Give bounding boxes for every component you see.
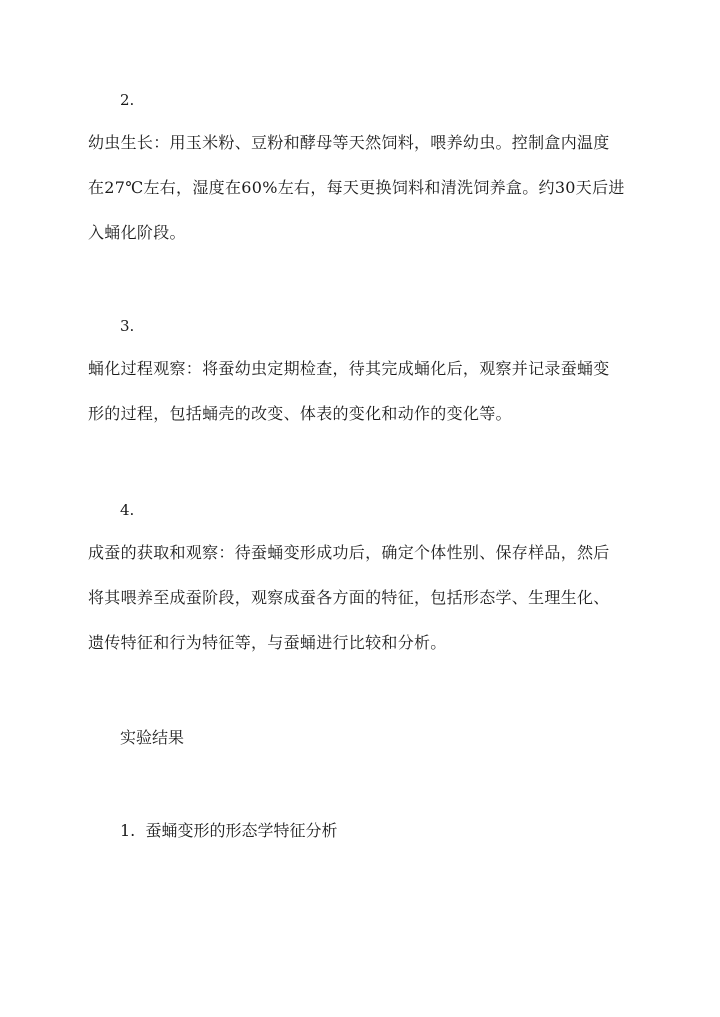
paragraph-line: 在27℃左右，湿度在60%左右，每天更换饲料和清洗饲养盒。约30天后进 [88, 178, 625, 197]
section-number-4: 4. [120, 501, 135, 519]
section-number-3: 3. [120, 317, 135, 335]
paragraph-line: 遗传特征和行为特征等，与蚕蛹进行比较和分析。 [88, 633, 447, 652]
section-number-2: 2. [120, 91, 135, 109]
results-heading: 实验结果 [120, 728, 185, 747]
paragraph-line: 蛹化过程观察：将蚕幼虫定期检查，待其完成蛹化后，观察并记录蚕蛹变 [88, 359, 610, 378]
section-4-paragraph [88, 530, 648, 665]
paragraph-line: 将其喂养至成蚕阶段，观察成蚕各方面的特征，包括形态学、生理生化、 [88, 588, 610, 607]
subheading-morphology: 1. 蚕蛹变形的形态学特征分析 [120, 821, 338, 840]
paragraph-line: 幼虫生长：用玉米粉、豆粉和酵母等天然饲料，喂养幼虫。控制盒内温度 [88, 133, 610, 152]
section-3-paragraph [88, 346, 648, 436]
paragraph-line: 入蛹化阶段。 [88, 223, 186, 242]
paragraph-line: 形的过程，包括蛹壳的改变、体表的变化和动作的变化等。 [88, 404, 512, 423]
section-2-paragraph [88, 120, 648, 255]
paragraph-line: 成蚕的获取和观察：待蚕蛹变形成功后，确定个体性别、保存样品，然后 [88, 543, 610, 562]
